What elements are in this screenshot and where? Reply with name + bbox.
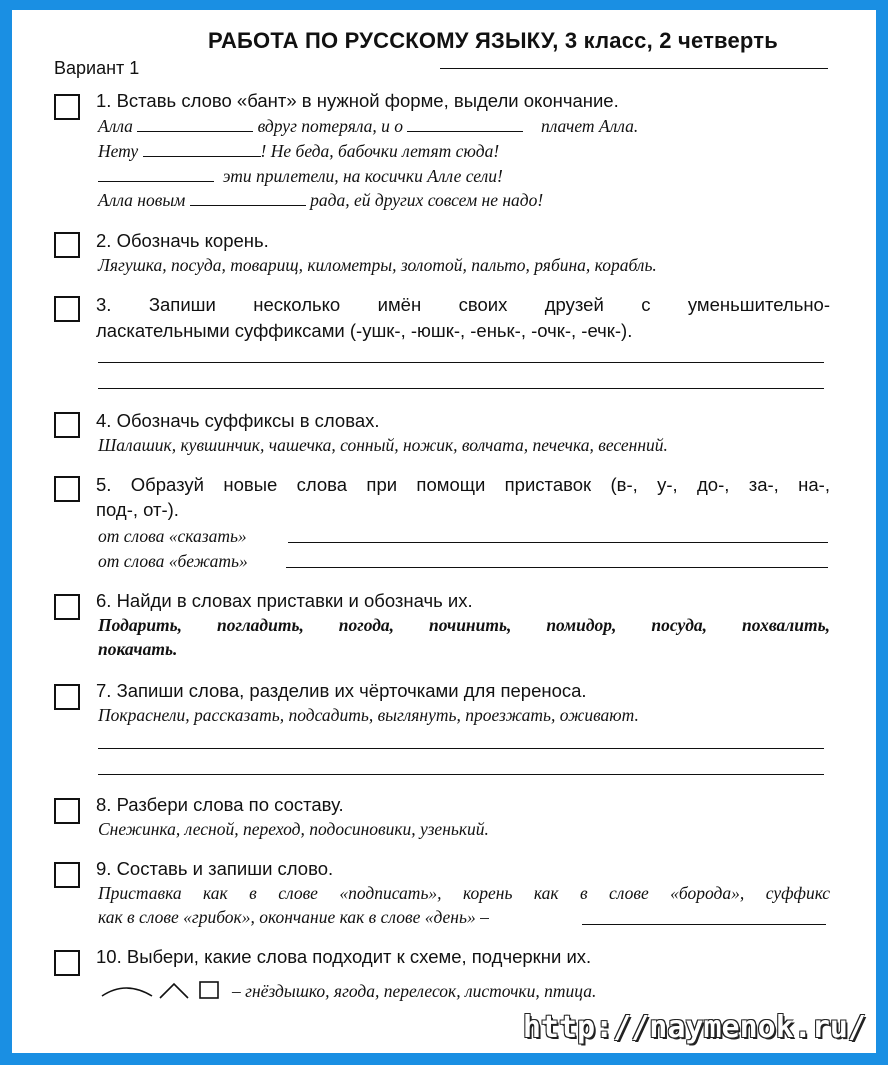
task-10-checkbox[interactable] xyxy=(54,950,80,976)
task-7-checkbox[interactable] xyxy=(54,684,80,710)
watermark: http://naymenok.ru/ xyxy=(522,1010,866,1045)
task-2-words: Лягушка, посуда, товарищ, километры, золотой, пальто, рябина, корабль. xyxy=(98,255,657,275)
task-8-checkbox[interactable] xyxy=(54,798,80,824)
task-6-words-line-1: Подарить, погладить, погода, починить, помидор, посуда, похвалить, xyxy=(98,615,830,635)
word-scheme-icon xyxy=(100,976,226,1002)
task-7-prompt: 7. Запиши слова, разделив их чёрточками для переноса. xyxy=(96,680,587,701)
task-3-prompt-line-2: ласкательными суффиксами (-ушк-, -юшк-, -еньк-, -очк-, -ечк-). xyxy=(96,320,633,341)
task-6-words-line-2: покачать. xyxy=(98,639,178,659)
task-1-prompt: 1. Вставь слово «бант» в нужной форме, выдели окончание. xyxy=(96,90,619,111)
answer-blank[interactable] xyxy=(190,191,306,206)
answer-line[interactable] xyxy=(98,748,824,749)
task-10-words: – гнёздышко, ягода, перелесок, листочки, птица. xyxy=(232,981,597,1001)
task-9-text-line-1: Приставка как в слове «подписать», корень как в слове «борода», суффикс xyxy=(98,883,830,903)
task-4-words: Шалашик, кувшинчик, чашечка, сонный, ножик, волчата, печечка, весенний. xyxy=(98,435,668,455)
answer-blank[interactable] xyxy=(98,167,214,182)
task-7-words: Покраснели, рассказать, подсадить, выглянуть, проезжать, оживают. xyxy=(98,705,639,725)
task-3-checkbox[interactable] xyxy=(54,296,80,322)
task-2-checkbox[interactable] xyxy=(54,232,80,258)
task-1-line-1: Алла вдруг потеряла, и о плачет Алла. xyxy=(98,116,639,136)
task-6-checkbox[interactable] xyxy=(54,594,80,620)
name-line xyxy=(440,68,828,69)
task-3-prompt-line-1: 3. Запиши несколько имён своих друзей с уменьшительно- xyxy=(96,294,830,315)
task-1-line-3: эти прилетели, на косички Алле сели! xyxy=(98,166,503,187)
task-9-text-line-2: как в слове «грибок», окончание как в слове «день» – xyxy=(98,907,489,927)
task-5-checkbox[interactable] xyxy=(54,476,80,502)
task-1-checkbox[interactable] xyxy=(54,94,80,120)
task-2-prompt: 2. Обозначь корень. xyxy=(96,230,269,251)
task-1-line-2: Нету ! Не беда, бабочки летят сюда! xyxy=(98,141,500,161)
task-6-prompt: 6. Найди в словах приставки и обозначь их. xyxy=(96,590,473,611)
task-1-line-4: Алла новым рада, ей других совсем не надо! xyxy=(98,190,544,210)
answer-line[interactable] xyxy=(98,388,824,389)
task-10-prompt: 10. Выбери, какие слова подходит к схеме, подчеркни их. xyxy=(96,946,592,967)
variant-label: Вариант 1 xyxy=(54,58,140,78)
worksheet xyxy=(12,10,876,1053)
task-8-prompt: 8. Разбери слова по составу. xyxy=(96,794,344,815)
task-5-prompt-line-2: под-, от-). xyxy=(96,499,179,520)
answer-blank[interactable] xyxy=(137,117,253,132)
task-4-prompt: 4. Обозначь суффиксы в словах. xyxy=(96,410,380,431)
task-4-checkbox[interactable] xyxy=(54,412,80,438)
task-9-prompt: 9. Составь и запиши слово. xyxy=(96,858,334,879)
answer-line[interactable] xyxy=(288,542,828,543)
answer-line[interactable] xyxy=(98,362,824,363)
task-8-words: Снежинка, лесной, переход, подосиновики, узенький. xyxy=(98,819,489,839)
answer-blank[interactable] xyxy=(143,142,261,157)
task-5-from-word-2: от слова «бежать» xyxy=(98,551,248,571)
page-title: РАБОТА ПО РУССКОМУ ЯЗЫКУ, 3 класс, 2 четверть xyxy=(208,28,778,53)
task-9-checkbox[interactable] xyxy=(54,862,80,888)
answer-line[interactable] xyxy=(98,774,824,775)
task-5-prompt-line-1: 5. Образуй новые слова при помощи приставок (в-, у-, до-, за-, на-, xyxy=(96,474,830,495)
task-5-from-word-1: от слова «сказать» xyxy=(98,526,247,546)
answer-blank[interactable] xyxy=(407,117,523,132)
answer-line[interactable] xyxy=(582,924,826,925)
answer-line[interactable] xyxy=(286,567,828,568)
